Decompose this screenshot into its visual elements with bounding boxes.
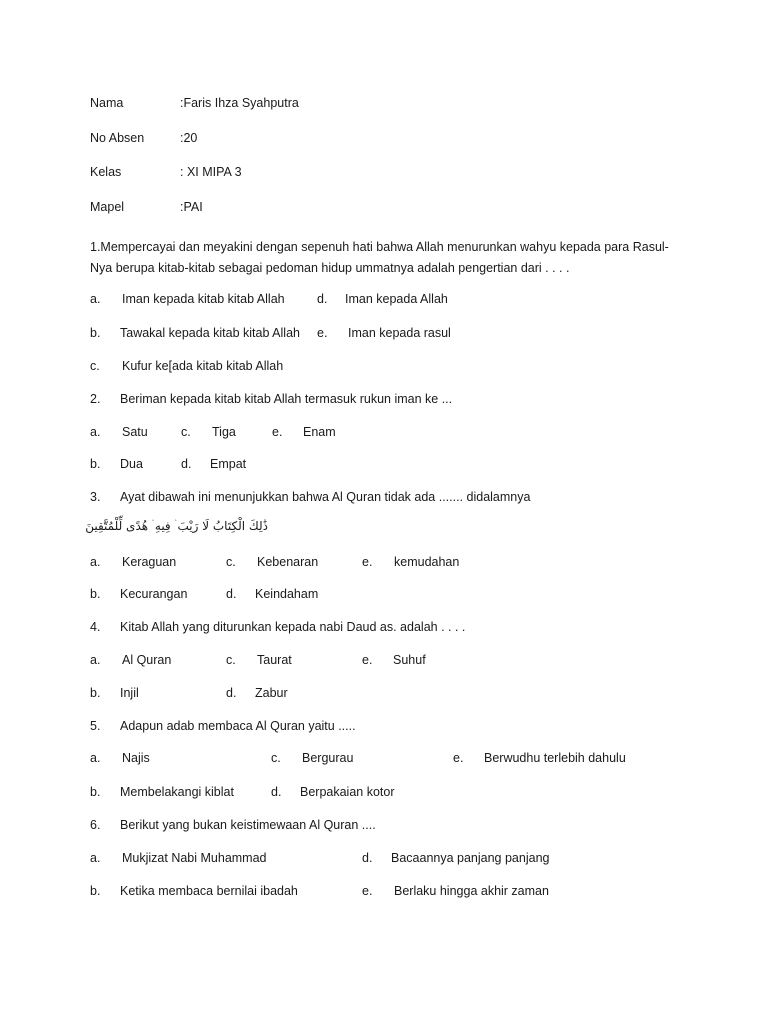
q3-number: 3. [90,490,101,504]
q5-b-text: Membelakangi kiblat [120,785,234,799]
q2-number: 2. [90,392,101,406]
q3-d-text: Keindaham [255,587,319,601]
q3-b-text: Kecurangan [120,587,188,601]
q1-d-text: Iman kepada Allah [345,292,448,306]
q5-c-letter: c. [271,751,281,765]
q6-a-text: Mukjizat Nabi Muhammad [122,851,267,865]
q6-d-text: Bacaannya panjang panjang [391,851,550,865]
q1-b-text: Tawakal kepada kitab kitab Allah [120,326,300,340]
mapel-label: Mapel [90,200,125,214]
kelas-label: Kelas [90,165,122,179]
q1-e-text: Iman kepada rasul [348,326,451,340]
q3-b-letter: b. [90,587,101,601]
q6-a-letter: a. [90,851,101,865]
q3-e-letter: e. [362,555,373,569]
q2-text: Beriman kepada kitab kitab Allah termasuk rukun iman ke ... [120,392,453,406]
q1-a-text: Iman kepada kitab kitab Allah [122,292,285,306]
q5-a-text: Najis [122,751,150,765]
q4-a-text: Al Quran [122,653,172,667]
q2-e-text: Enam [303,425,336,439]
q5-text: Adapun adab membaca Al Quran yaitu ..... [120,719,356,733]
q4-c-text: Taurat [257,653,292,667]
q6-d-letter: d. [362,851,373,865]
q6-text: Berikut yang bukan keistimewaan Al Quran .... [120,818,376,832]
q6-b-text: Ketika membaca bernilai ibadah [120,884,298,898]
q5-e-letter: e. [453,751,464,765]
q3-text: Ayat dibawah ini menunjukkan bahwa Al Quran tidak ada ....... didalamnya [120,490,531,504]
q3-a-letter: a. [90,555,101,569]
q2-b-text: Dua [120,457,143,471]
nama-label: Nama [90,96,124,110]
q1-a-letter: a. [90,292,101,306]
q2-d-letter: d. [181,457,192,471]
q1-e-letter: e. [317,326,328,340]
absen-value: :20 [180,131,198,145]
q2-a-letter: a. [90,425,101,439]
q3-arabic-verse: ذَٰلِكَ الْكِتَابُ لَا رَيْبَ ۛ فِيهِ ۛ هُدًى لِّلْمُتَّقِينَ [85,519,268,533]
q5-c-text: Bergurau [302,751,354,765]
q3-e-text: kemudahan [394,555,460,569]
q4-a-letter: a. [90,653,101,667]
q5-d-letter: d. [271,785,282,799]
q4-b-letter: b. [90,686,101,700]
q1-text: 1.Mempercayai dan meyakini dengan sepenuh hati bahwa Allah menurunkan wahyu kepada para Rasul-Nya berupa kitab-kitab sebagai pedoman hidup ummatnya adalah pengertian dari . . . . [90,240,669,275]
q6-number: 6. [90,818,101,832]
q2-c-text: Tiga [212,425,236,439]
q5-e-text: Berwudhu terlebih dahulu [484,751,626,765]
q3-c-text: Kebenaran [257,555,319,569]
q4-d-text: Zabur [255,686,288,700]
q5-number: 5. [90,719,101,733]
q2-c-letter: c. [181,425,191,439]
q2-e-letter: e. [272,425,283,439]
q1-c-letter: c. [90,359,100,373]
q4-e-text: Suhuf [393,653,426,667]
q4-d-letter: d. [226,686,237,700]
q3-d-letter: d. [226,587,237,601]
q6-b-letter: b. [90,884,101,898]
q1-c-text: Kufur ke[ada kitab kitab Allah [122,359,284,373]
q5-d-text: Berpakaian kotor [300,785,395,799]
q4-e-letter: e. [362,653,373,667]
q4-b-text: Injil [120,686,139,700]
q4-c-letter: c. [226,653,236,667]
nama-value: :Faris Ihza Syahputra [180,96,299,110]
q6-e-letter: e. [362,884,373,898]
q4-number: 4. [90,620,101,634]
q1-d-letter: d. [317,292,328,306]
mapel-value: :PAI [180,200,203,214]
q6-e-text: Berlaku hingga akhir zaman [394,884,549,898]
q1-b-letter: b. [90,326,101,340]
q5-b-letter: b. [90,785,101,799]
q2-a-text: Satu [122,425,148,439]
q4-text: Kitab Allah yang diturunkan kepada nabi Daud as. adalah . . . . [120,620,466,634]
q2-d-text: Empat [210,457,247,471]
q2-b-letter: b. [90,457,101,471]
q3-c-letter: c. [226,555,236,569]
q5-a-letter: a. [90,751,101,765]
kelas-value: : XI MIPA 3 [180,165,242,179]
absen-label: No Absen [90,131,145,145]
q3-a-text: Keraguan [122,555,177,569]
